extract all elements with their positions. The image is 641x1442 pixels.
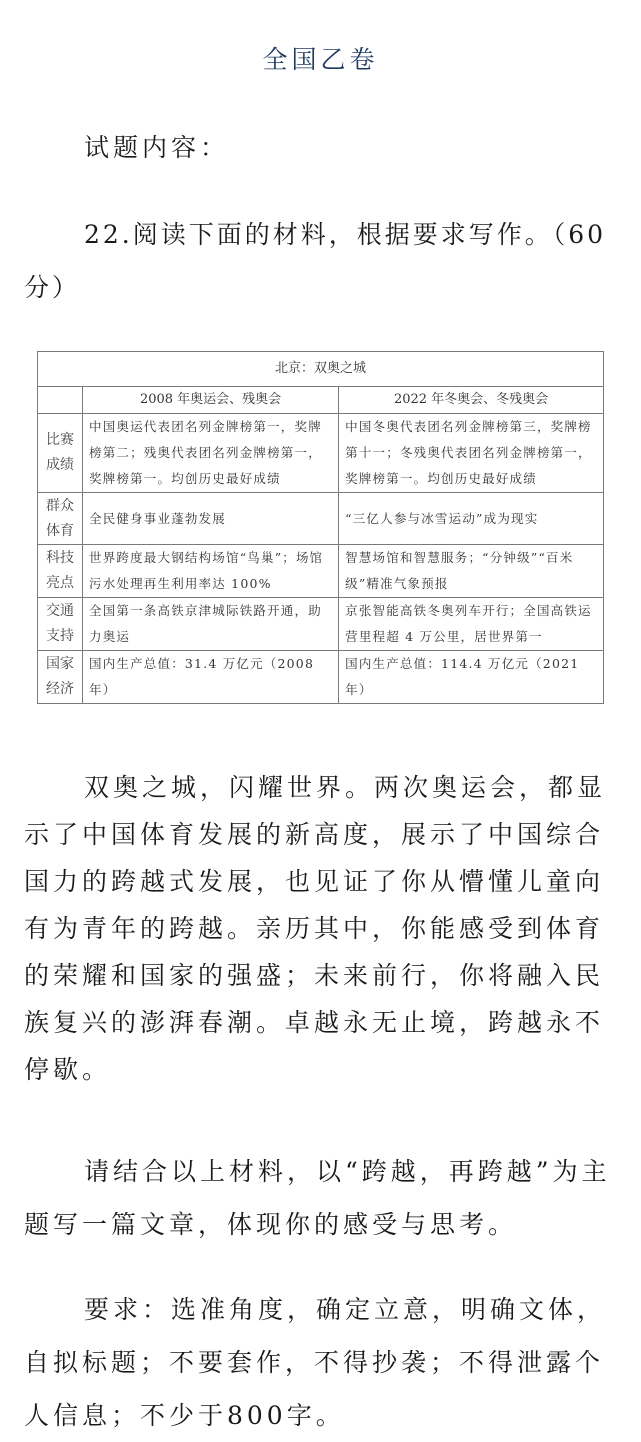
- row-label: 交通支持: [38, 598, 83, 651]
- table-row: [38, 545, 604, 598]
- row-label: 科技亮点: [38, 545, 83, 598]
- material-paragraph: 双奥之城，闪耀世界。两次奥运会，都显示了中国体育发展的新高度，展示了中国综合国力的跨越式发展，也见证了你从懵懂儿童向有为青年的跨越。亲历其中，你能感受到体育的荣耀和国家的强盛；未来前行，你将融入民族复兴的澎湃春潮。卓越永无止境，跨越永不停歇。: [24, 773, 607, 1084]
- table-cell-2022: 智慧场馆和智慧服务；“分钟级”“百米级”精准气象预报: [339, 545, 604, 598]
- row-label: 比赛成绩: [38, 414, 83, 493]
- column-header-2008: 2008 年奥运会、残奥会: [83, 387, 339, 414]
- section-label: 试题内容：: [84, 133, 230, 162]
- table-header-blank: [38, 387, 83, 414]
- page-title: 全国乙卷: [262, 45, 379, 74]
- table-cell-2008: 国内生产总值：31.4 万亿元（2008 年）: [83, 651, 339, 704]
- table-cell-2008: 全国第一条高铁京津城际铁路开通，助力奥运: [83, 598, 339, 651]
- table-cell-2022: “三亿人参与冰雪运动”成为现实: [339, 493, 604, 545]
- table-row: [38, 598, 604, 651]
- table-cell-2022: 国内生产总值：114.4 万亿元（2021 年）: [339, 651, 604, 704]
- question-prompt: 22.阅读下面的材料，根据要求写作。（60分）: [24, 220, 607, 302]
- table-header-row: [38, 387, 604, 414]
- table-cell-2008: 全民健身事业蓬勃发展: [83, 493, 339, 545]
- table-row: [38, 651, 604, 704]
- table-cell-2008: 中国奥运代表团名列金牌榜第一，奖牌榜第二；残奥代表团名列金牌榜第一，奖牌榜第一。均创历史最好成绩: [83, 414, 339, 493]
- table-row: [38, 414, 604, 493]
- requirements-paragraph: 要求：选准角度，确定立意，明确文体，自拟标题；不要套作，不得抄袭；不得泄露个人信息；不少于800字。: [24, 1295, 607, 1430]
- row-label: 国家经济: [38, 651, 83, 704]
- table-cell-2022: 中国冬奥代表团名列金牌榜第三，奖牌榜第十一；冬残奥代表团名列金牌榜第一，奖牌榜第一。均创历史最好成绩: [339, 414, 604, 493]
- row-label: 群众体育: [38, 493, 83, 545]
- table-cell-2022: 京张智能高铁冬奥列车开行；全国高铁运营里程超 4 万公里，居世界第一: [339, 598, 604, 651]
- column-header-2022: 2022 年冬奥会、冬残奥会: [339, 387, 604, 414]
- table-row: [38, 493, 604, 545]
- table-caption: 北京：双奥之城: [38, 352, 604, 387]
- task-paragraph: 请结合以上材料，以“跨越，再跨越”为主题写一篇文章，体现你的感受与思考。: [24, 1157, 611, 1239]
- table-cell-2008: 世界跨度最大钢结构场馆“鸟巢”；场馆污水处理再生利用率达 100%: [83, 545, 339, 598]
- material-table: [37, 351, 604, 704]
- table-caption-row: [38, 352, 604, 387]
